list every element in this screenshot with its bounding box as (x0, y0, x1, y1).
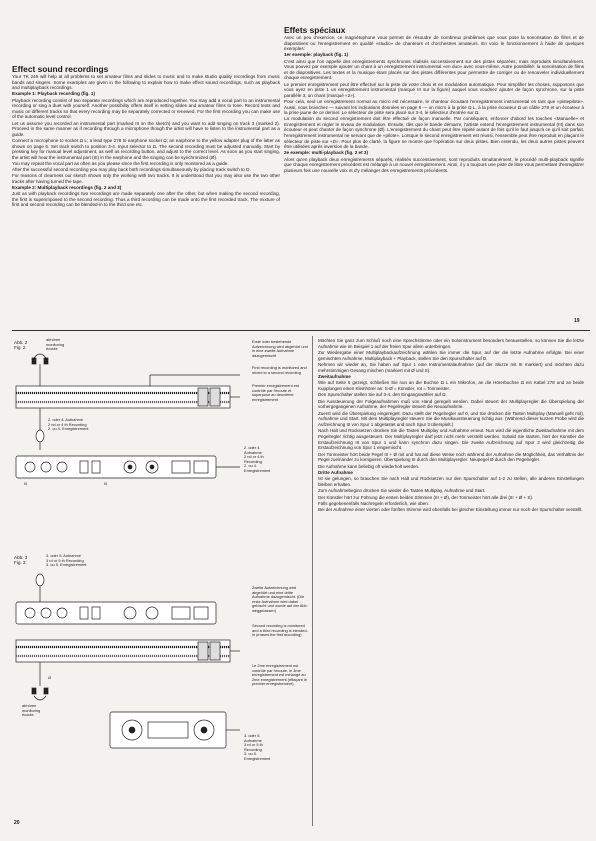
french-title: Effets spéciaux (284, 25, 346, 35)
german-paragraph: Bei der Aufnahme einer vierten oder fünften Stimme wird ebenfalls bei gleicher Einstellung immer nur noch der Spurschalter verstellt. (318, 507, 583, 513)
english-paragraph: For reasons of clearness our sketch shows only the working with two tracks. It is understood that you may also use the two other tracks after having turned the tape. (12, 173, 280, 184)
fig2-top-caption: 3. oder 5. Aufnahme 3 rd or 5 th Recording 3. ou 5. Enregistrement (46, 553, 87, 568)
french-paragraph: La modulation du second enregistrement doit être effectué de façon manuelle. Par conséquent, enfoncer d'abord les touches «Manuelle» et Enregistrement et régler le niveau de modulation. Ensuite, dès que le bande démarre, l'artiste entend l'enregistrement instrumental (III) dans son écouteur et peut chanter de façon synchrone (Ø). L'enregistrement du chant peut être répété autant de fois qu'il le faut jusqu'à ce qu'il soit parfait, l'enregistrement instrumental ne servant que de «pilote». Lorsque le second enregistrement est réussi, l'ensemble peut être reproduit en plaçant le sélecteur de piste sur «D». Pour plus de clarté, la figure ne montre que l'opération sur deux pistes. Bien entendu, les deux autres pistes peuvent être utilisées après inversion de la bande. (284, 116, 584, 150)
english-paragraph: Just as with playback recordings two recordings are made separately one after the other, but when making the second recording, the first is superimposed to the second recording. Thus a third recording can be made onto the first recorded track. The mixture of first and second recording can be blended-in to the third one etc. (12, 191, 280, 208)
fig2-caption-de: Zweite Aufzeichnung wird abgehört und eine dritte Aufnahme dazugemischt. (Die erste Aufnahme wird dabei gelöscht und wurde auf der Abb. weggelassen) (252, 585, 308, 613)
fig1-caption-de: Erste oder bestehende Aufzeichnung wird abgehört und in eine zweite Aufnahme dazugemischt (252, 339, 308, 358)
fig1-label: Abb. 2 Fig. 2 (14, 340, 28, 351)
french-paragraph: C'est ainsi que l'on appelle des enregistrements synchrones réalisés successivement sur des pistes séparées, mais reproduits simultanément. Vous pouvez par exemple ajouter un chant à un enregistrement instrumental «en duo» avec vous-même. Autre possibilité: la sonorisation de films et de diapositives. Les textes et la musique étant placés sur des pistes différentes pour permettre de corriger ou de renouveler individuellement chaque enregistrement. (284, 58, 584, 81)
german-paragraph: Die Aussteuerung der Folgeaufnahmen muß von Hand geregelt werden. Dabei steuert der Multiplayregler die Überspielung der vorhergegangenen Aufnahme, der Pegelregler steuert die Neuaufnahme. (318, 398, 584, 410)
english-subheading: Example 1: Playback recording (fig. 1) (12, 91, 95, 97)
english-title: Effect sound recordings (12, 64, 109, 74)
english-paragraph: Connect a microphone to socket Ω L; a lead type 278 to earphone socket Ω; an earphone to the yellow adapter plug of the latter as shown on page 6. Set track switch to position 3-4. Input selector to Ω. The second recording must be adjusted manually. Start by pressing key for manual level adjustment, as well as recording button, and adjust to the correct level. As soon as you start singing, the artist will hear the instrumental part (III) in the earphone and the singing can be synchronized (Ø). (12, 137, 280, 160)
fig1-side-caption: 2. oder 4. Aufnahme 2 nd or 4 th Recording 2. ou 4. Enregistrement (244, 445, 271, 473)
english-paragraph: You may repeat the vocal part as often as you please since the first recording is only monitored as a guide. (12, 160, 229, 166)
fig2-drawing (16, 574, 240, 748)
english-paragraph: Playback recording consist of two separate recordings which are reproduced together. You may add a vocal part to an instrumental recording or sing a duet with yourself. Another possibility offers itself in setting slides and amateur films to tone. Record texts and music on different tracks so that every recording may be separately corrected or renewed. For the first recording you can make use of the automatic level control. (12, 97, 280, 120)
fig2-caption-en: Second recording is monitored and a third recording is blended-in (erases the first recording) (252, 623, 308, 638)
fig1-drawing (16, 354, 240, 478)
fig2-marker: Ø (48, 675, 52, 680)
german-paragraph: Zuerst wird die Überspielung eingeregelt. Dazu stellt der Pegelregler auf 0, und Sie drücken die Tasten Multiplay (Manuell geht mit), Aufnahme und Start. Mit dem Multiplayregler steuern Sie die Musikaussteuerung richtig aus. (Während dieser kurzen Probe wird die Aufzeichnung III von Spur 1 abgetastet und nach Spur 3 überspielt.) (318, 410, 584, 427)
german-paragraph: Ist sie gelungen, so brauchen Sie nach Halt und Rücksetzen nur den Spurschalter auf 1-2 zu stellen, alle anderen Einstellungen bleiben erhalten. (318, 476, 584, 487)
german-paragraph: Falls gegebenenfalls Nachregeln erforderlich, wie oben. (318, 500, 430, 506)
fig2-side-caption: 3. oder 5. Aufnahme 3 rd or 5 th Recording 3. ou 5. Enregistrement (244, 733, 271, 761)
french-paragraph: Avec un peu d'exercice, ce magnétophone vous permet de résoudre de nombreux problèmes que vous pose la sonorisation de films et de diapositives ou l'enregistrement en qualité «studio» de chanteurs et d'orchestres amateurs. En voici le fonctionnement à l'aide de quelques exemples: (284, 35, 584, 52)
fig1-marker-right: III (104, 481, 108, 486)
german-paragraph: Zur Wiedergabe einer Multiplaybackaufzeichnung wählen Sie immer die Spur, auf der die letzte Aufnahme erfolgte. Bei einer gemischten Aufnahme, Multiplayback + Playback, stellen Sie den Spurschalter auf D. (318, 350, 584, 361)
german-subheading: Zweitaufnahme (318, 374, 351, 379)
french-paragraph: Le premier enregistrement peut être effectué sur la piste de votre choix et en modulation automatique. Pour simplifier les choses, supposons que vous ayez en piste 1 un enregistrement instrumental (marqué III sur la figure) auquel vous voudriez ajouter de façon synchrone, sur la piste parallèle 3, un chant (marqué «2»). (284, 81, 584, 98)
fig2-label: Abb. 3 Fig. 3 (14, 555, 28, 566)
fig1-top-caption: abhören monitoring écoute (46, 337, 65, 352)
page-number-top: 19 (574, 318, 580, 324)
fig1-caption-en: First recording is monitored and mixed to a second recording (252, 365, 307, 375)
german-paragraph: Möchten Sie ganz zum Schluß noch eine Sprechstimme oder ein Soloinstrument besonders herausstellen, so können Sie die letzte Aufnahme wie im Beispiel 1 auf der freien Spur allein unterbringen. (318, 338, 584, 349)
german-paragraph: Der Tonmeister hört beide Pegel III + Ø mit und hat auf diese Weise noch während der Aufnahme die Möglichkeit, das Verhältnis der Pegel zueinander zu korrigieren. Überspielung III durch den Multiplayregler. Neupegel Ø durch den Pegelregler. (318, 451, 584, 463)
fig1-track-caption: 2. oder 4. Aufnahme 2 nd or 4 th Recording 2. ou 4. Enregistrement (48, 417, 89, 432)
page-number-bottom: 20 (14, 820, 20, 826)
french-paragraph: Pour cela, seul un enregistrement normal au micro est nécessaire, le chanteur écoutant l'enregistrement instrumental en tant que «pistepilote». Aussi, vous branchez — suivant les indications données en page 6 — un micro à la prise Ω L, à la prise écouteur Ω un câble 278 et un écouteur à la prise jaune de ce dernier. Le sélecteur de piste sera placé sur 3-4, le sélecteur d'entrée sur Ω. (284, 98, 584, 116)
fig1-caption-fr: Premier enregistrement est contrôlé par l'écoute et superposé au deuxième enregistrement (252, 383, 299, 402)
german-paragraph: Nach Halt und Rücksetzen drücken Sie die Tasten Multiplay und Aufnahme erneut. Nun wird die eigentliche Zweitaufnahme mit dem Pegelregler richtig ausgesteuert. Der Multiplayregler darf jetzt nicht mehr verstellt werden. Sobald Sie starten, hört der Künstler die Erstaufzeichnung III von Spur 1 und kann synchron dazu singen. Die zweite Aufzeichnung auf Spur 3 wird gleichzeitig die Erstaufzeichnung von Spur 1 eingemischt. (318, 428, 584, 451)
german-paragraph: Wie auf Seite 6 gezeigt, schließen Sie nun an die Buchse Ω L ein Mikrofon, an die Hörerbuchse Ω ein Kabel 278 und an beide Kupplungen einen Kleinhörer an: S-Ø = Künstler, rot = Tonmeister. (318, 380, 584, 391)
german-section (318, 338, 584, 513)
english-subheading: Example 2: Multiplayback recordings (fig. 2 and 3) (12, 185, 122, 191)
english-paragraph: Let us assume you recorded an instrumental part (marked III on the sketch) and you want to add singing on track 3 (marked 2). Proceed in the same manner as if recording through a microphone though the artist will have to listen to the instrumental part as a guide. (12, 120, 280, 137)
german-paragraph: Die Aufnahme kann beliebig oft wiederholt werden. (318, 463, 420, 469)
german-paragraph: Zum Aufnahmebeginn drücken Sie wieder die Tasten Multiplay, Aufnahme und Start. (318, 488, 486, 494)
german-paragraph: Nehmen wir wieder an, Sie haben auf Spur 1 eine Instrumentalaufnahme (auf der Skizze mit III markiert) und möchten dazu mehrstimmigen Gesang mischen (markiert mit Ø und S). (318, 362, 584, 373)
french-subheading: 1er exemple: playback (fig. 1) (284, 52, 349, 58)
french-subheading: 2e exemple: multi-playback (fig. 2 et 3) (284, 150, 368, 156)
fig1-headphone-icon (34, 354, 46, 358)
german-paragraph: Der Künstler hört zur Führung die ersten beiden Stimmen (III + Ø), der Tonmeister hört alle drei (III + Ø + S). (318, 494, 534, 500)
english-paragraph: Your TK 245 will help at all problems to set amateur films and slides to music and to make studio quality recordings from music bands and singers. Some examples are given in the following to explain how to make effect sound recordings, such as playback and multiplayback recordings. (12, 74, 280, 91)
fig2-bottom-caption: abhören monitoring écoute (22, 703, 41, 718)
english-paragraph: After the successful second recording you may play back both recordings simultaneously by placing track switch to D. (12, 167, 251, 173)
fig2-caption-fr: Le 2me enregistrement est contrôlé par l'écoute, le 3me enregistrement est mélangé au 2me enregistrement (effaçant le premier enregistrement) (252, 663, 307, 687)
german-paragraph: Den Spurschalter stellen Sie auf 3-4, den Eingangswähler auf Ω. (318, 392, 447, 398)
french-paragraph: Alors qu'en playback deux enregistrements séparés, réalisés successivement, sont reproduits simultanément, le procédé multi-playback signifie que chaque enregistrement précédent est mélangé à un nouvel enregistrement. Ainsi, il y a toujours une piste de libre vous permettant d'enregistrer plusieurs fois une nouvelle voix et d'y mélanger des enregistrements précédents. (284, 156, 584, 173)
fig1-marker-left: III (24, 481, 28, 486)
german-subheading: Dritte Aufnahme (318, 470, 353, 475)
